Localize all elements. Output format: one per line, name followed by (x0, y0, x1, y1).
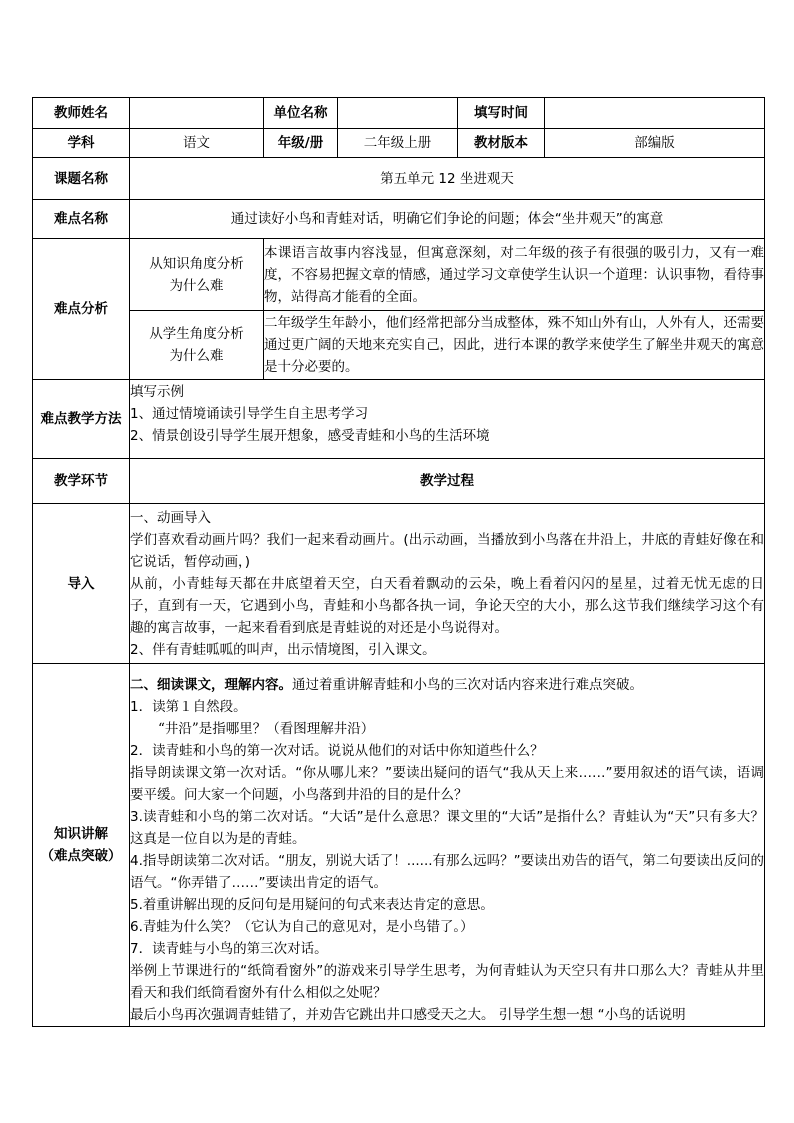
lesson-title-value: 第五单元 12 坐进观天 (130, 158, 765, 200)
subject-value: 语文 (130, 129, 264, 158)
intro-content (130, 504, 765, 664)
intro-paragraph: 2、伴有青蛙呱呱的叫声，出示情境图，引入课文。 (130, 641, 436, 658)
student-angle-label: 从学生角度分析为什么难 (130, 311, 264, 380)
grade-value: 二年级上册 (338, 129, 458, 158)
knowledge-step: 2．读青蛙和小鸟的第一次对话。说说从他们的对话中你知道些什么？ (130, 743, 544, 759)
knowledge-angle-text: 本课语言故事内容浅显，但寓意深刻，对二年级的孩子有很强的吸引力，又有一难度，不容易把握文章的情感，通过学习文章使学生认识一个道理：认识事物，看待事物，站得高才能看的全面。 (264, 239, 765, 311)
process-header-row (33, 459, 765, 504)
process-header: 教学过程 (130, 459, 765, 504)
method-content (130, 380, 765, 459)
info-row-2 (33, 129, 765, 158)
analysis-row-knowledge (33, 239, 765, 311)
difficulty-row (33, 200, 765, 239)
edition-value: 部编版 (545, 129, 765, 158)
teacher-name-label: 教师姓名 (33, 98, 130, 129)
fill-date-label: 填写时间 (458, 98, 545, 129)
knowledge-label-sub: （难点突破） (40, 848, 122, 864)
knowledge-step: 6.青蛙为什么笑？（它认为自己的意见对，是小鸟错了。） (130, 919, 474, 935)
knowledge-content (130, 664, 765, 1027)
difficulty-value: 通过读好小鸟和青蛙对话，明确它们争论的问题；体会“坐井观天”的寓意 (130, 200, 765, 239)
student-angle-text: 二年级学生年龄小，他们经常把部分当成整体，殊不知山外有山，人外有人，还需要通过更广阔的天地来充实自己，因此，进行本课的教学来使学生了解坐井观天的寓意是十分必要的。 (264, 311, 765, 380)
info-row-1 (33, 98, 765, 129)
teacher-name-value (130, 98, 264, 129)
method-row (33, 380, 765, 459)
unit-name-value (338, 98, 458, 129)
knowledge-paragraph: 最后小鸟再次强调青蛙错了，并劝告它跳出井口感受天之大。 引导学生想一想 “小鸟的话说明 (130, 1007, 686, 1023)
knowledge-step: 5.着重讲解出现的反问句是用疑问的句式来表达肯定的意思。 (130, 897, 494, 913)
fill-date-value (545, 98, 765, 129)
knowledge-angle-label: 从知识角度分析为什么难 (130, 239, 264, 311)
intro-row (33, 504, 765, 664)
knowledge-step: 4.指导朗读第二次对话。“朋友，别说大话了！......有那么远吗？”要读出劝告的语气，第二句要读出反问的语气。“你弄错了……”要读出肯定的语气。 (130, 853, 764, 891)
knowledge-label (33, 664, 130, 1027)
stage-header: 教学环节 (33, 459, 130, 504)
unit-name-label: 单位名称 (264, 98, 338, 129)
lesson-title-label: 课题名称 (33, 158, 130, 200)
method-line: 2、情景创设引导学生展开想象，感受青蛙和小鸟的生活环境 (130, 428, 490, 444)
intro-label: 导入 (33, 504, 130, 664)
method-line: 1、通过情境诵读引导学生自主思考学习 (130, 406, 369, 422)
lesson-row (33, 158, 765, 200)
knowledge-paragraph: 指导朗读课文第一次对话。“你从哪儿来？”要读出疑问的语气“我从天上来……”要用叙述的语气读，语调要平缓。问大家一个问题，小鸟落到井沿的目的是什么？ (130, 765, 764, 803)
knowledge-note: “井沿”是指哪里？（看图理解井沿） (158, 721, 375, 737)
knowledge-paragraph: 举例上节课进行的“纸筒看窗外”的游戏来引导学生思考，为何青蛙认为天空只有井口那么大？青蛙从井里看天和我们纸筒看窗外有什么相似之处呢？ (130, 963, 764, 1001)
method-line: 填写示例 (130, 384, 184, 400)
lesson-plan-table (32, 97, 765, 1027)
knowledge-row (33, 664, 765, 1027)
difficulty-label: 难点名称 (33, 200, 130, 239)
knowledge-label-main: 知识讲解 (54, 826, 108, 842)
knowledge-step: 1．读第１自然段。 (130, 699, 247, 715)
subject-label: 学科 (33, 129, 130, 158)
analysis-row-student (33, 311, 765, 380)
edition-label: 教材版本 (458, 129, 545, 158)
knowledge-heading: 二、细读课文，理解内容。通过着重讲解青蛙和小鸟的三次对话内容来进行难点突破。 (130, 677, 643, 693)
intro-paragraph: 从前，小青蛙每天都在井底望着天空，白天看着飘动的云朵，晚上看着闪闪的星星，过着无忧无虑的日子，直到有一天，它遇到小鸟，青蛙和小鸟都各执一词，争论天空的大小，那么这节我们继续学习这个有趣的寓言故事，一起来看看到底是青蛙说的对还是小鸟说得对。 (130, 575, 764, 636)
knowledge-step: 3.读青蛙和小鸟的第二次对话。“大话”是什么意思？课文里的“大话”是指什么？青蛙认为“天”只有多大？这真是一位自以为是的青蛙。 (130, 809, 764, 847)
method-label: 难点教学方法 (33, 380, 130, 459)
intro-heading: 一、动画导入 (130, 509, 211, 526)
knowledge-step: 7．读青蛙与小鸟的第三次对话。 (130, 941, 328, 957)
analysis-label: 难点分析 (33, 239, 130, 380)
grade-label: 年级/册 (264, 129, 338, 158)
intro-paragraph: 学们喜欢看动画片吗？我们一起来看动画片。(出示动画，当播放到小鸟落在井沿上，井底的青蛙好像在和它说话，暂停动画，) (130, 531, 764, 570)
